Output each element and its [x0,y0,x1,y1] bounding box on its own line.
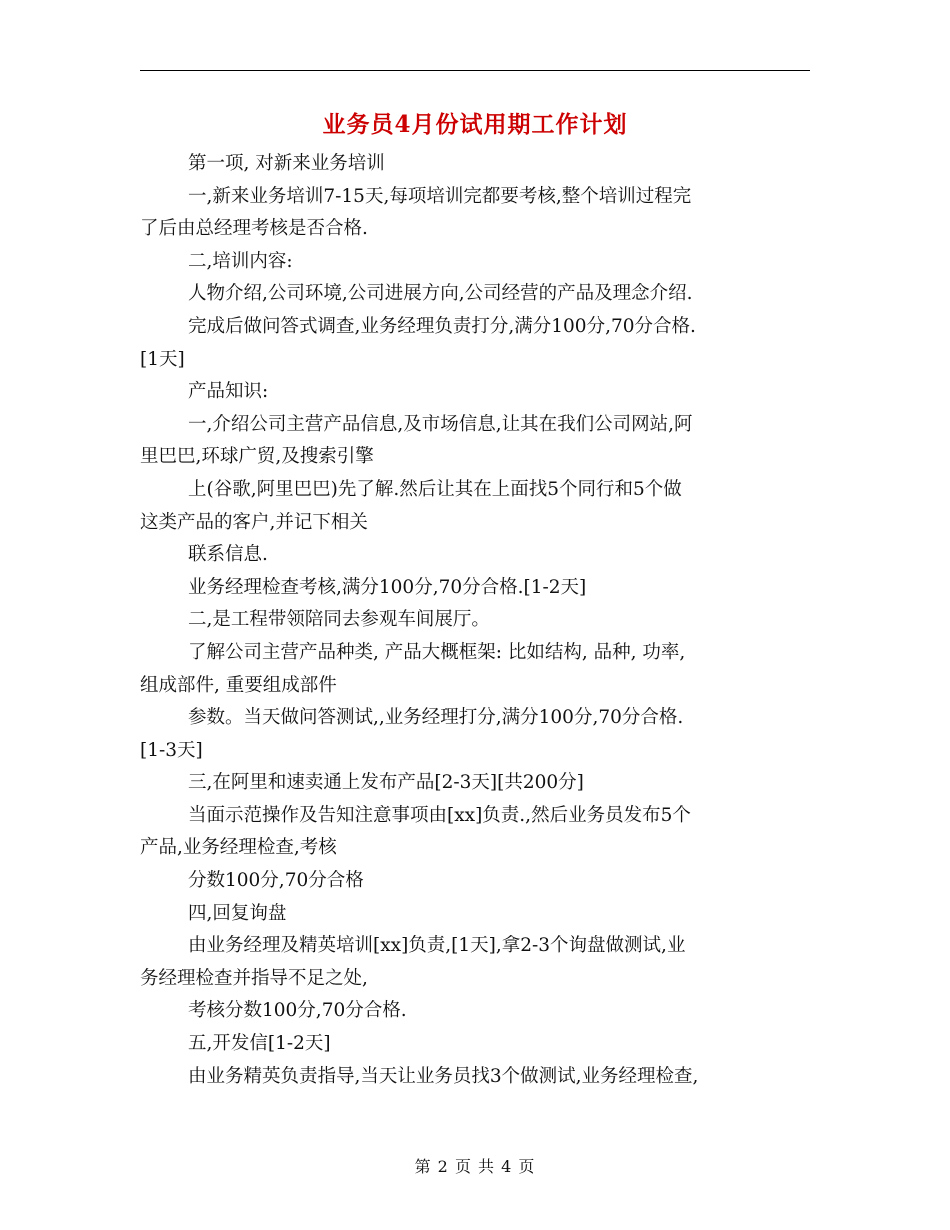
paragraph-continuation: 组成部件, 重要组成部件 [140,674,337,696]
paragraph: 三,在阿里和速卖通上发布产品[2-3天][共200分] [188,772,584,794]
paragraph: 第一项, 对新来业务培训 [188,153,385,174]
paragraph-continuation: [1-3天] [140,739,203,761]
paragraph: 由业务经理及精英培训[xx]负责,[1天],拿2-3个询盘做测试,业 [188,935,686,957]
paragraph: 上(谷歌,阿里巴巴)先了解.然后让其在上面找5个同行和5个做 [188,478,682,500]
paragraph: 由业务精英负责指导,当天让业务员找3个做测试,业务经理检查, [188,1065,699,1087]
paragraph: 一,新来业务培训7-15天,每项培训完都要考核,整个培训过程完 [188,185,692,207]
paragraph-continuation: 务经理检查并指导不足之处, [140,967,368,989]
paragraph-continuation: 了后由总经理考核是否合格. [140,218,368,240]
paragraph-continuation: 里巴巴,环球广贸,及搜索引擎 [140,446,374,468]
paragraph: 参数。当天做问答测试,,业务经理打分,满分100分,70分合格. [188,707,684,729]
document-title: 业务员4月份试用期工作计划 [322,111,628,138]
paragraph: 分数100分,70分合格 [188,870,364,892]
paragraph: 五,开发信[1-2天] [188,1033,331,1055]
paragraph: 考核分数100分,70分合格. [188,1000,407,1022]
paragraph: 二,是工程带领陪同去参观车间展厅。 [188,609,490,631]
paragraph-continuation: 这类产品的客户,并记下相关 [140,511,368,533]
header-rule [140,70,810,71]
paragraph-continuation: 产品,业务经理检查,考核 [140,837,337,859]
paragraph: 四,回复询盘 [188,902,287,924]
paragraph: 完成后做问答式调查,业务经理负责打分,满分100分,70分合格. [188,315,696,337]
paragraph: 业务经理检查考核,满分100分,70分合格.[1-2天] [188,576,587,598]
page-footer: 第 2 页 共 4 页 [414,1157,536,1176]
paragraph: 一,介绍公司主营产品信息,及市场信息,让其在我们公司网站,阿 [188,413,693,435]
paragraph: 联系信息. [188,544,268,566]
document-body [140,148,810,1093]
paragraph: 人物介绍,公司环境,公司进展方向,公司经营的产品及理念介绍. [188,283,693,305]
paragraph: 了解公司主营产品种类, 产品大概框架: 比如结构, 品种, 功率, [188,641,686,663]
paragraph: 二,培训内容: [188,250,293,272]
paragraph: 产品知识: [188,381,269,403]
paragraph-continuation: [1天] [140,348,185,370]
paragraph: 当面示范操作及告知注意事项由[xx]负责.,然后业务员发布5个 [188,804,691,826]
